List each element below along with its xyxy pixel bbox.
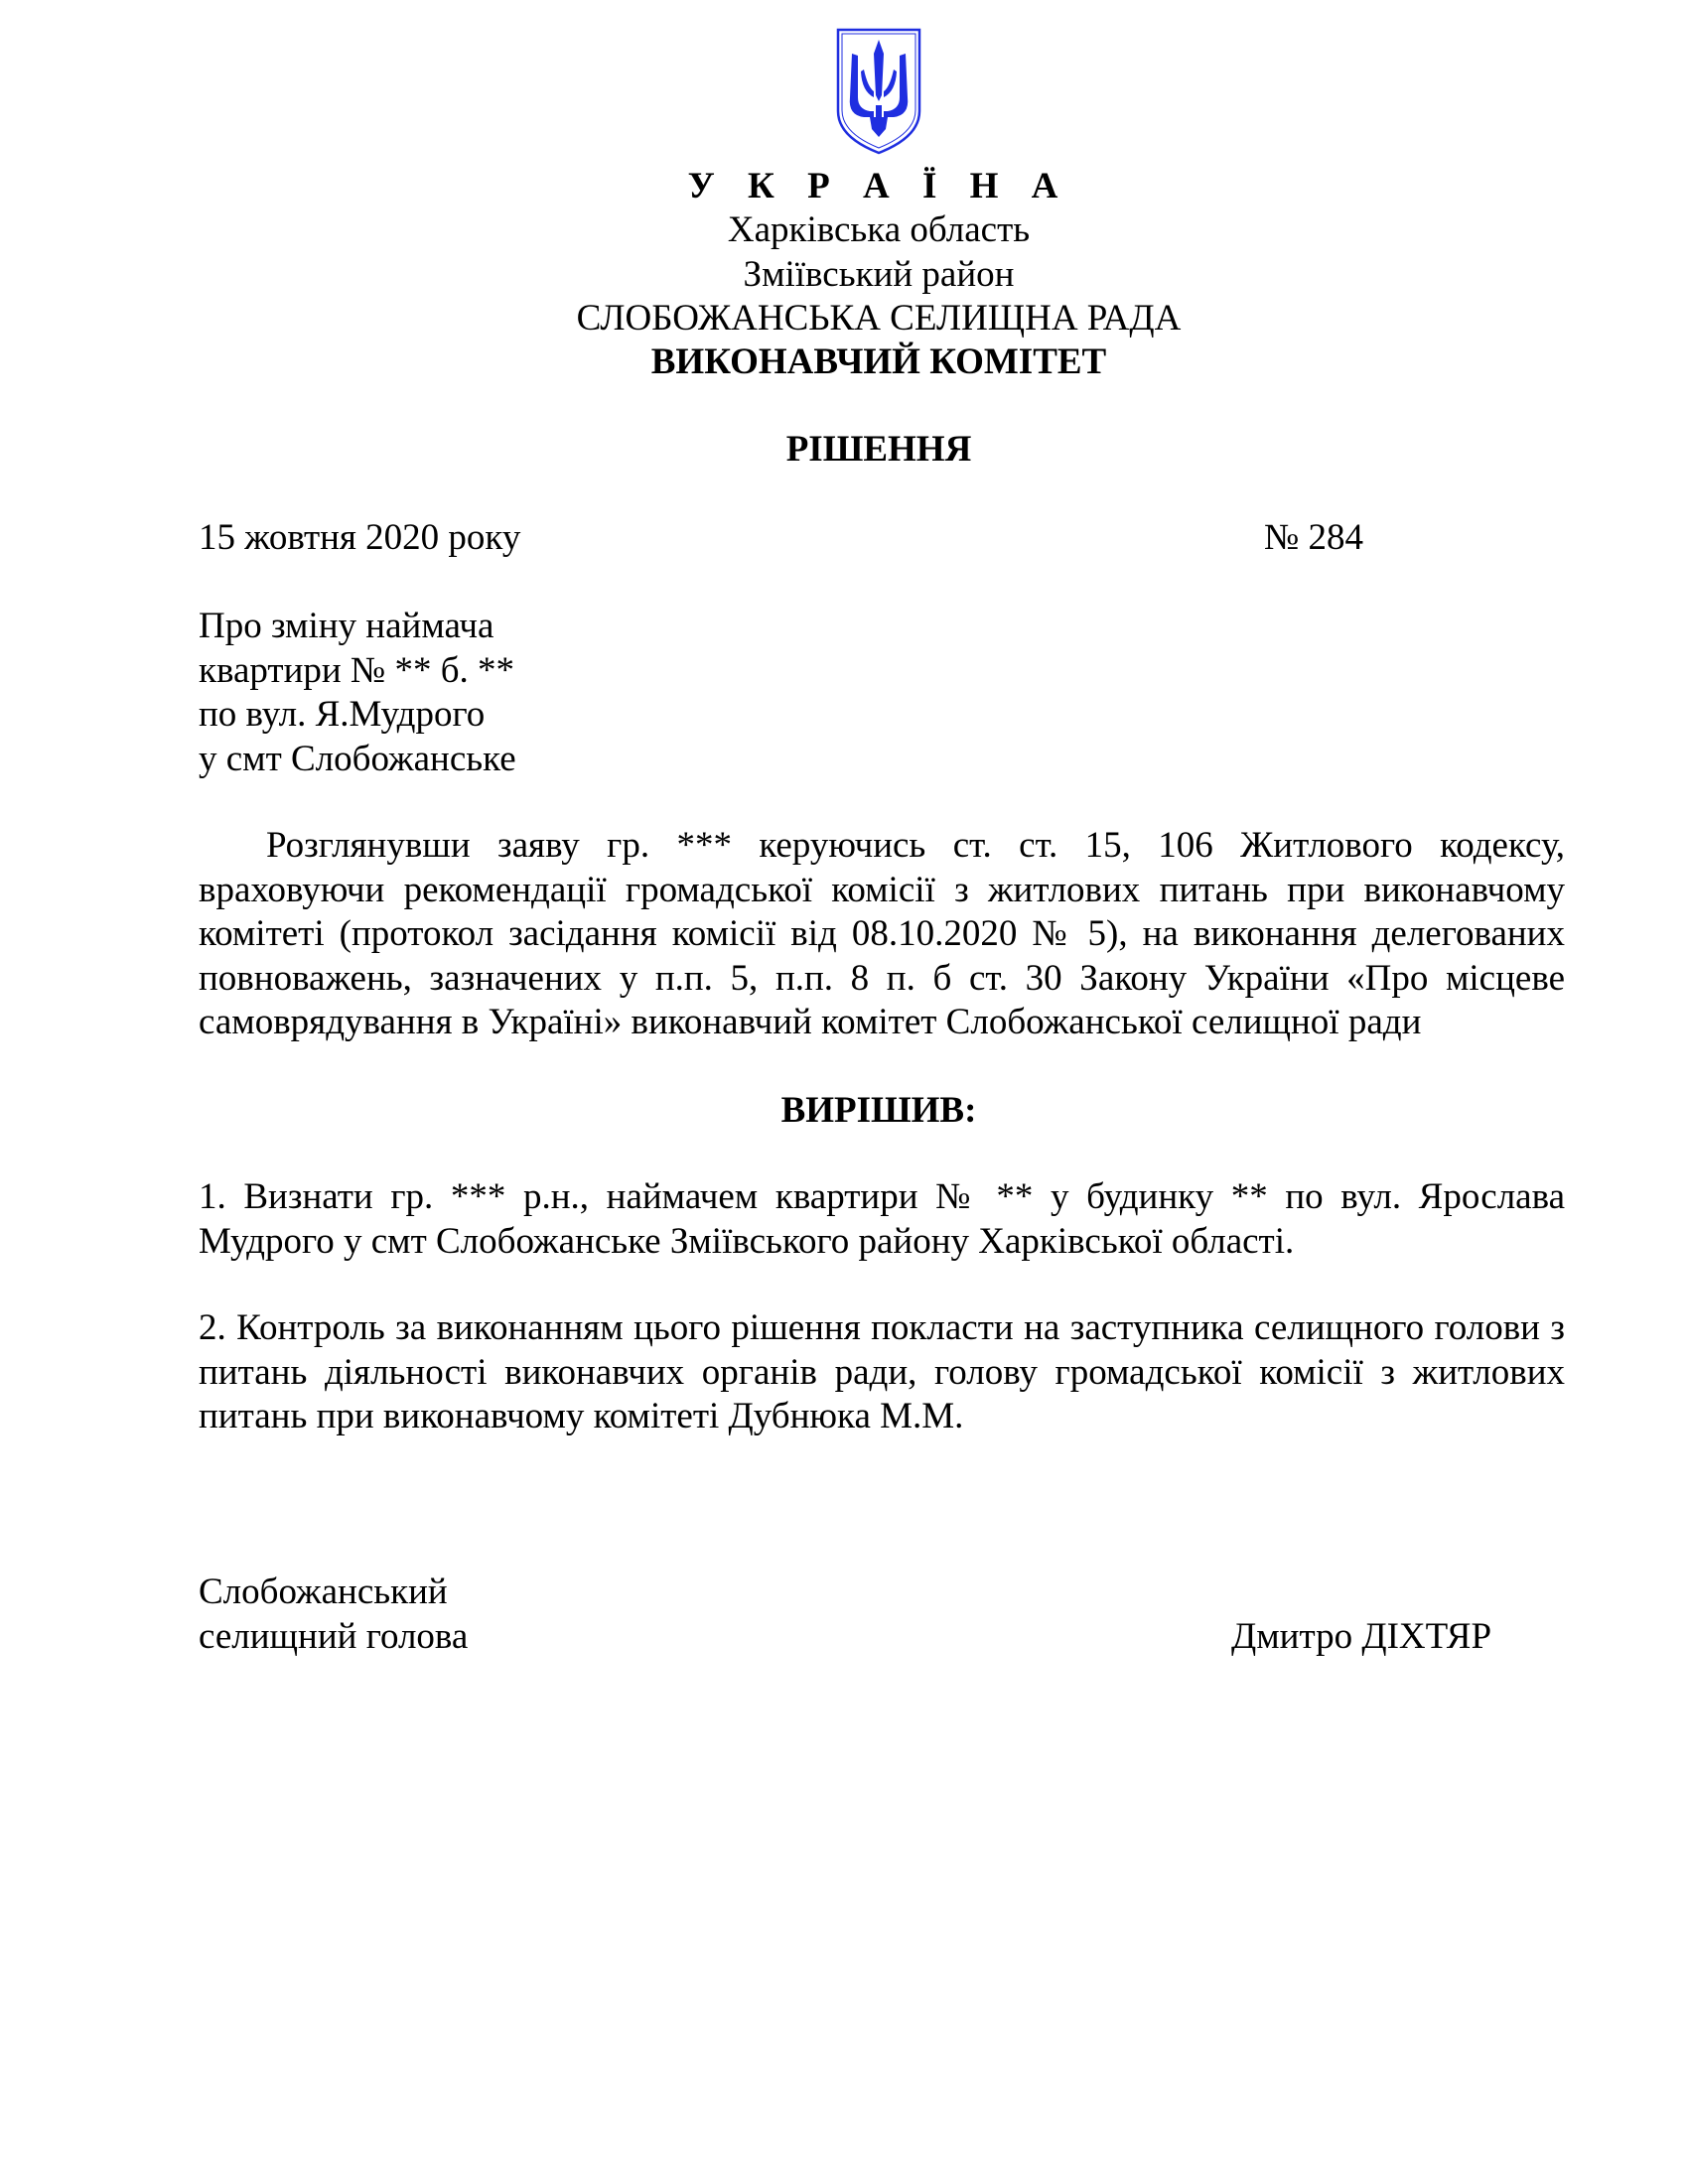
ukraine-trident-emblem-icon <box>834 26 923 157</box>
district-heading: Зміївський район <box>743 254 1015 295</box>
subject-line: по вул. Я.Мудрого <box>199 694 486 735</box>
signatory-name: Дмитро ДІХТЯР <box>1231 1616 1492 1657</box>
preamble-paragraph: Розглянувши заяву гр. *** керуючись ст. ст. 15, 106 Житлового кодексу, враховуючи рекомендації громадської комісії з житлових питань при виконавчому комітеті (протокол засідання комісії від 08.10.2020 № 5), на виконання делегованих повноважень, зазначених у п.п. 5, п.п. 8 п. б ст. 30 Закону України «Про місцеве самоврядування в Україні» виконавчий комітет Слобожанської селищної ради <box>199 825 1565 1042</box>
signatory-title-line: селищний голова <box>199 1616 469 1657</box>
resolution-item-1: 1. Визнати гр. *** р.н., наймачем квартири № ** у будинку ** по вул. Ярослава Мудрого у смт Слобожанське Зміївського району Харківської області. <box>199 1176 1565 1262</box>
subject-line: Про зміну наймача <box>199 606 494 646</box>
resolution-item-2: 2. Контроль за виконанням цього рішення покласти на заступника селищного голови з питань діяльності виконавчих органів ради, голову громадської комісії з житлових питань при виконавчому комітеті Дубнюка М.М. <box>199 1307 1565 1436</box>
decision-number: № 284 <box>1264 517 1364 558</box>
signatory-title-line: Слобожанський <box>199 1571 448 1612</box>
resolved-heading: ВИРІШИВ: <box>780 1090 977 1131</box>
committee-heading: ВИКОНАВЧИЙ КОМІТЕТ <box>650 341 1107 382</box>
document-type-title: РІШЕННЯ <box>785 429 972 470</box>
signatory-title <box>199 1570 468 1659</box>
subject-line: у смт Слобожанське <box>199 738 516 779</box>
region-heading: Харківська область <box>727 209 1031 250</box>
decision-subject <box>199 605 516 781</box>
decision-date: 15 жовтня 2020 року <box>199 517 521 558</box>
council-heading: СЛОБОЖАНСЬКА СЕЛИЩНА РАДА <box>576 298 1182 339</box>
subject-line: квартири № ** б. ** <box>199 649 515 691</box>
country-heading: У К Р А Ї Н А <box>687 166 1070 206</box>
